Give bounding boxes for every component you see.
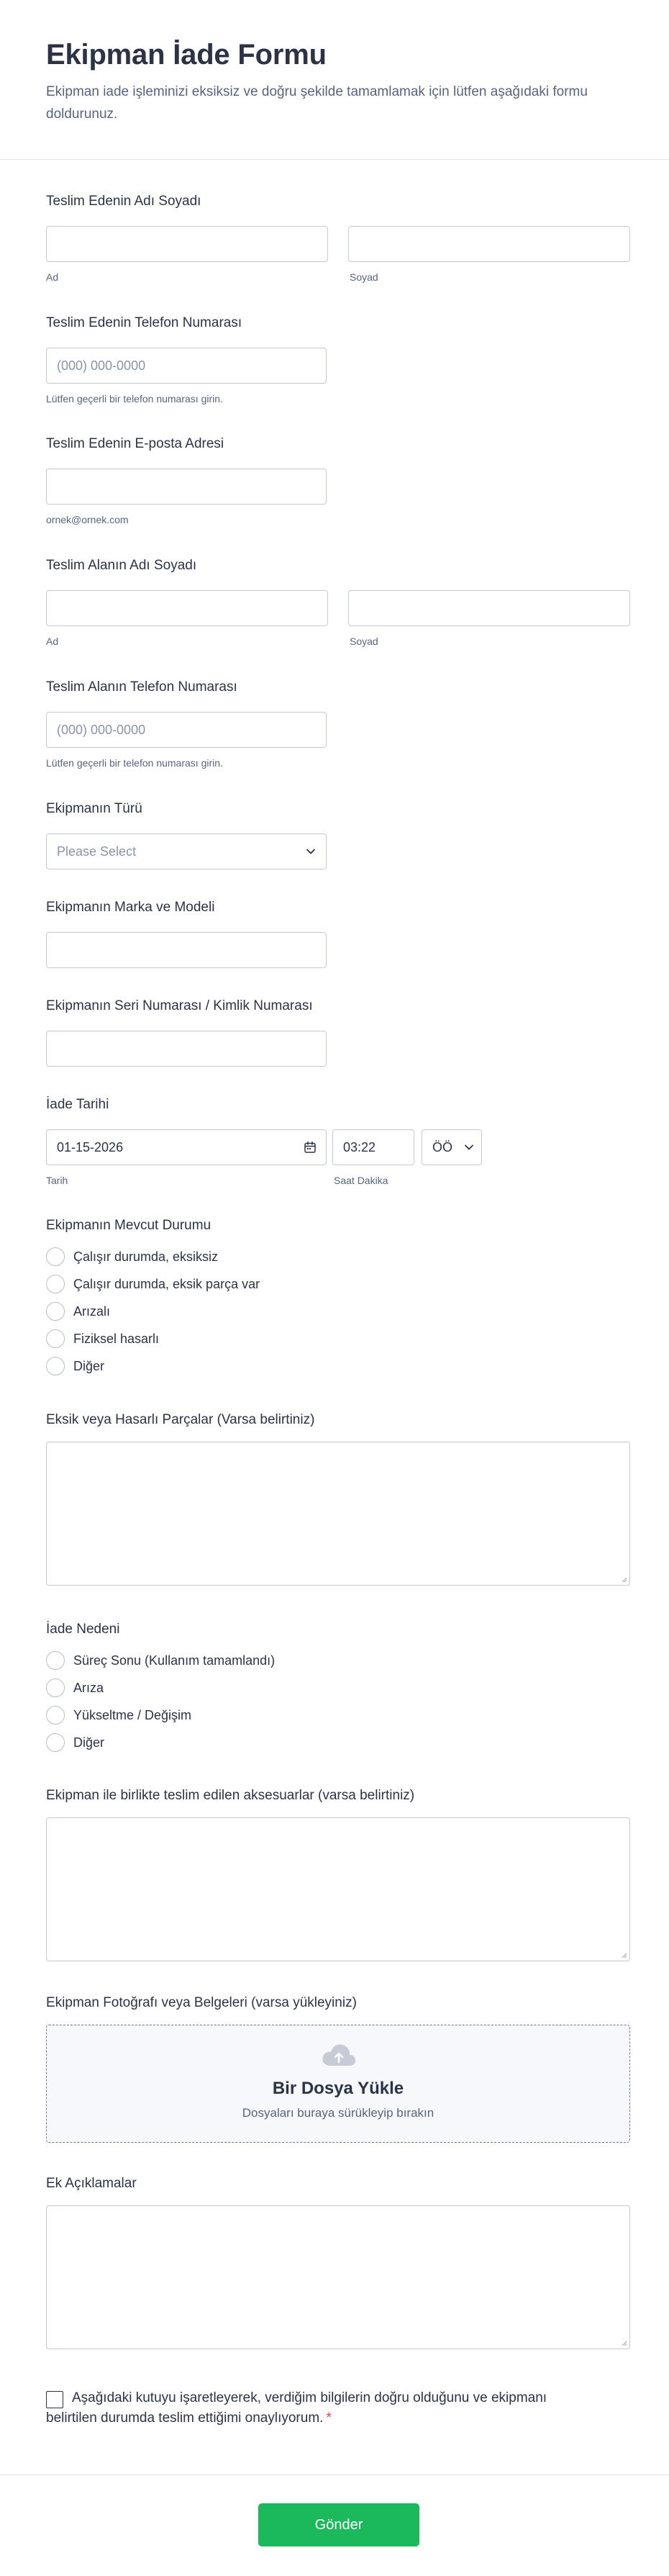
deliverer-email-label: Teslim Edenin E-posta Adresi: [46, 436, 224, 451]
deliverer-phone-field: [46, 315, 630, 408]
form-header: [0, 0, 669, 160]
consent-checkbox[interactable]: [46, 2391, 63, 2408]
deliverer-first-name-input[interactable]: [46, 226, 328, 262]
chevron-down-icon: [464, 1142, 474, 1152]
accessories-field: [46, 1787, 630, 1969]
receiver-last-name-input[interactable]: [348, 590, 630, 626]
reason-option-label: Süreç Sonu (Kullanım tamamlandı): [73, 1653, 276, 1668]
deliverer-email-field: [46, 435, 630, 529]
notes-field: [46, 2175, 630, 2356]
radio-button[interactable]: [46, 1357, 65, 1375]
condition-option-label: Fiziksel hasarlı: [73, 1331, 160, 1346]
return-date-field: [46, 1096, 630, 1190]
condition-option[interactable]: [46, 1328, 159, 1350]
deliverer-email-input[interactable]: [46, 469, 327, 505]
consent-text: Aşağıdaki kutuyu işaretleyerek, verdiğim bilgilerin doğru olduğunu ve ekipmanı belirtilen durumda teslim ettiğimi onaylıyorum.: [46, 2390, 547, 2426]
consent-label: [46, 2388, 578, 2428]
accessories-textarea[interactable]: [46, 1817, 630, 1961]
deliverer-name-label: Teslim Edenin Adı Soyadı: [46, 194, 201, 209]
condition-option[interactable]: [46, 1355, 104, 1377]
reason-option[interactable]: [46, 1704, 191, 1726]
deliverer-phone-sublabel: Lütfen geçerli bir telefon numarası girin.: [46, 393, 223, 405]
condition-label: Ekipmanın Mevcut Durumu: [46, 1218, 211, 1233]
return-reason-field: [46, 1621, 630, 1765]
file-upload-dropzone[interactable]: [46, 2025, 630, 2143]
notes-textarea[interactable]: [46, 2205, 630, 2349]
missing-parts-label: Eksik veya Hasarlı Parçalar (Varsa belirtiniz): [46, 1412, 315, 1427]
form-title: Ekipman İade Formu: [46, 39, 327, 71]
deliverer-first-name-sublabel: Ad: [46, 271, 59, 283]
serial-number-field: [46, 998, 630, 1070]
accessories-label: Ekipman ile birlikte teslim edilen aksesuarlar (varsa belirtiniz): [46, 1788, 415, 1803]
upload-label: Ekipman Fotoğrafı veya Belgeleri (varsa yükleyiniz): [46, 1995, 357, 2010]
radio-button[interactable]: [46, 1733, 65, 1752]
receiver-name-field: [46, 557, 630, 651]
radio-button[interactable]: [46, 1706, 65, 1725]
required-mark: *: [326, 2410, 332, 2426]
receiver-phone-field: [46, 679, 630, 772]
condition-option[interactable]: [46, 1301, 110, 1322]
equipment-type-placeholder: Please Select: [57, 844, 137, 859]
radio-button[interactable]: [46, 1329, 65, 1348]
deliverer-last-name-sublabel: Soyad: [350, 271, 378, 283]
radio-button[interactable]: [46, 1678, 65, 1697]
ampm-value: ÖÖ: [432, 1140, 453, 1154]
receiver-name-label: Teslim Alanın Adı Soyadı: [46, 558, 197, 573]
reason-option-label: Diğer: [73, 1735, 105, 1750]
ampm-select[interactable]: [422, 1129, 482, 1165]
missing-parts-field: [46, 1411, 630, 1593]
brand-model-label: Ekipmanın Marka ve Modeli: [46, 900, 215, 915]
calendar-icon[interactable]: [303, 1140, 317, 1154]
condition-option[interactable]: [46, 1273, 260, 1295]
return-date-label: İade Tarihi: [46, 1097, 109, 1112]
date-sublabel: Tarih: [46, 1175, 68, 1186]
receiver-first-name-input[interactable]: [46, 590, 328, 626]
consent-field: [46, 2388, 630, 2434]
reason-option[interactable]: [46, 1677, 104, 1699]
brand-model-input[interactable]: [46, 932, 327, 968]
time-sublabel: Saat Dakika: [334, 1175, 388, 1186]
equipment-type-label: Ekipmanın Türü: [46, 801, 142, 816]
radio-button[interactable]: [46, 1275, 65, 1293]
equipment-type-field: [46, 800, 630, 872]
resize-handle-icon[interactable]: [620, 1576, 627, 1583]
notes-label: Ek Açıklamalar: [46, 2176, 137, 2191]
condition-field: [46, 1217, 630, 1390]
deliverer-phone-input[interactable]: (000) 000-0000: [46, 348, 327, 384]
radio-button[interactable]: [46, 1247, 65, 1266]
return-date-input[interactable]: [46, 1129, 327, 1165]
radio-button[interactable]: [46, 1651, 65, 1670]
return-date-value: 01-15-2026: [57, 1140, 124, 1154]
receiver-phone-label: Teslim Alanın Telefon Numarası: [46, 679, 237, 695]
reason-option[interactable]: [46, 1732, 104, 1753]
upload-title: Bir Dosya Yükle: [272, 2079, 404, 2098]
condition-option[interactable]: [46, 1246, 218, 1267]
radio-button[interactable]: [46, 1302, 65, 1321]
receiver-first-name-sublabel: Ad: [46, 636, 59, 647]
reason-option[interactable]: [46, 1650, 275, 1671]
deliverer-name-field: [46, 193, 630, 286]
condition-option-label: Çalışır durumda, eksiksiz: [73, 1249, 219, 1264]
deliverer-email-sublabel: ornek@ornek.com: [46, 514, 129, 525]
reason-option-label: Yükseltme / Değişim: [73, 1707, 192, 1722]
receiver-phone-sublabel: Lütfen geçerli bir telefon numarası girin.: [46, 757, 223, 769]
reason-option-label: Arıza: [73, 1680, 104, 1695]
condition-option-label: Arızalı: [73, 1303, 111, 1319]
submit-button[interactable]: Gönder: [258, 2503, 419, 2546]
serial-number-label: Ekipmanın Seri Numarası / Kimlik Numarası: [46, 998, 313, 1013]
receiver-phone-input[interactable]: (000) 000-0000: [46, 712, 327, 748]
deliverer-phone-label: Teslim Edenin Telefon Numarası: [46, 315, 242, 330]
cloud-upload-icon: [320, 2041, 358, 2070]
serial-number-input[interactable]: [46, 1031, 327, 1067]
brand-model-field: [46, 899, 630, 971]
upload-subtitle: Dosyaları buraya sürükleyip bırakın: [242, 2106, 434, 2120]
return-time-input[interactable]: 03:22: [332, 1129, 414, 1165]
return-reason-label: İade Nedeni: [46, 1622, 120, 1637]
resize-handle-icon[interactable]: [620, 1951, 627, 1958]
condition-option-label: Diğer: [73, 1358, 105, 1373]
resize-handle-icon[interactable]: [620, 2339, 627, 2346]
deliverer-last-name-input[interactable]: [348, 226, 630, 262]
equipment-type-select[interactable]: [46, 833, 327, 869]
receiver-last-name-sublabel: Soyad: [350, 636, 378, 647]
upload-field: [46, 1994, 630, 2146]
condition-option-label: Çalışır durumda, eksik parça var: [73, 1276, 260, 1291]
chevron-down-icon: [306, 846, 316, 857]
form-description: Ekipman iade işleminizi eksiksiz ve doğru şekilde tamamlamak için lütfen aşağıdaki formu doldurunuz.: [46, 84, 588, 122]
missing-parts-textarea[interactable]: [46, 1442, 630, 1586]
